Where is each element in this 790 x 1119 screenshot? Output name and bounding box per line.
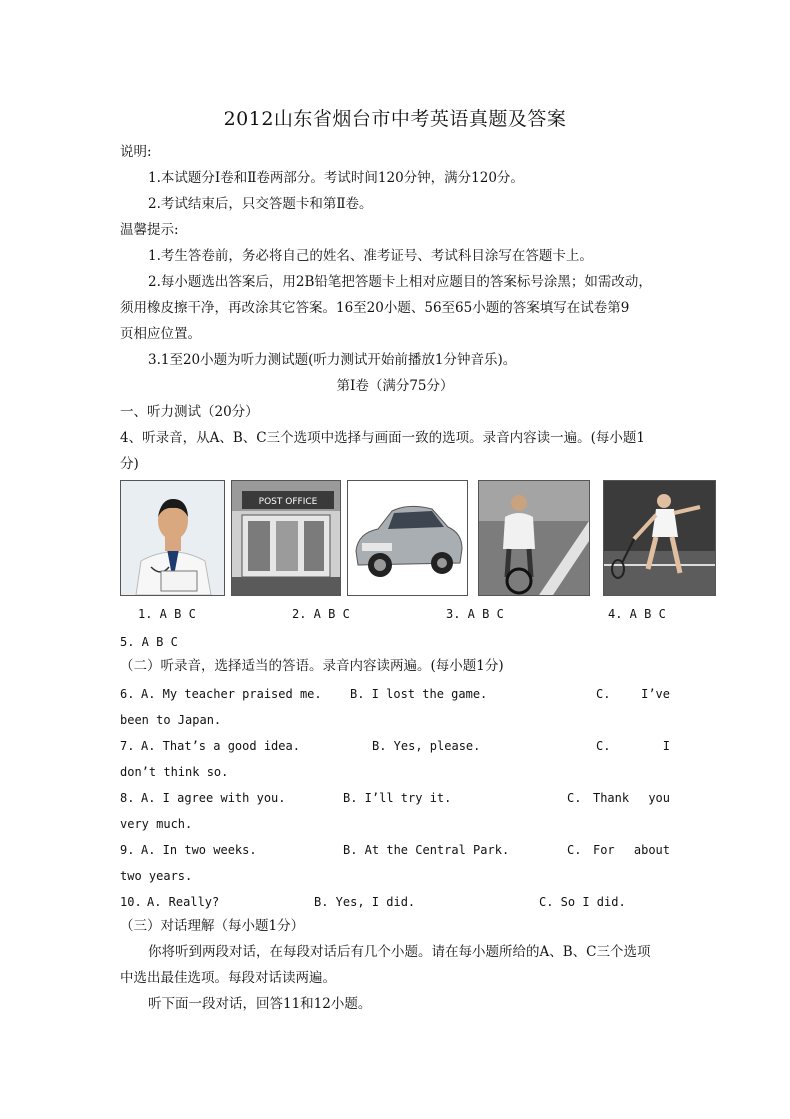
cyclist-photo (478, 480, 590, 596)
q7-option-b: B. Yes, please. (372, 739, 481, 753)
explain-heading: 说明: (120, 144, 152, 160)
q9-option-c-cont: two years. (120, 869, 193, 883)
q9-option-c-start: For about (592, 843, 670, 857)
tips-heading: 温馨提示: (120, 222, 179, 238)
q8-option-b: B. I’ll try it. (343, 791, 452, 805)
question-5-options: 5. A B C (120, 635, 178, 649)
picture-2-options: 2. A B C (292, 607, 350, 621)
part1-instruction-line-1: 4、听录音，从A、B、C三个选项中选择与画面一致的选项。录音内容读一遍。(每小题1 (120, 430, 645, 446)
part1-instruction-line-2: 分) (120, 456, 139, 472)
q6-option-c-label: C. (596, 687, 611, 701)
page-title: 2012山东省烟台市中考英语真题及答案 (223, 108, 567, 130)
part2-heading: （二）听录音，选择适当的答语。录音内容读两遍。(每小题1分) (120, 658, 504, 674)
q8-option-a: A. I agree with you. (141, 791, 286, 805)
q10-option-b: B. Yes, I did. (314, 895, 416, 909)
q7-number: 7. (120, 739, 135, 753)
q8-option-c-label: C. (567, 791, 582, 805)
tips-line-5: 3.1至20小题为听力测试题(听力测试开始前播放1分钟音乐)。 (148, 352, 517, 368)
q6-number: 6. (120, 687, 135, 701)
picture-3-options: 3. A B C (446, 607, 504, 621)
picture-4-options: 4. A B C (608, 607, 666, 621)
section-title: 第Ⅰ卷（满分75分） (336, 378, 454, 394)
q6-option-c-start: I’ve (641, 687, 670, 701)
q9-option-c-label: C. (567, 843, 582, 857)
part1-heading: 一、听力测试（20分） (120, 404, 259, 420)
q9-number: 9. (120, 843, 135, 857)
tennis-player-photo (603, 480, 716, 596)
q7-option-c-label: C. (596, 739, 611, 753)
tips-line-1: 1.考生答卷前，务必将自己的姓名、准考证号、考试科目涂写在答题卡上。 (148, 248, 593, 264)
part3-line-1: 你将听到两段对话，在每段对话后有几个小题。请在每小题所给的A、B、C三个选项 (148, 944, 651, 960)
q8-number: 8. (120, 791, 135, 805)
q7-option-c-cont: don’t think so. (120, 765, 229, 779)
picture-1-options: 1. A B C (138, 607, 196, 621)
post-office-sign: POST OFFICE (258, 497, 318, 507)
q7-option-c-start: I (662, 739, 670, 753)
q10-number: 10. (120, 895, 142, 909)
q10-option-a: A. Really? (147, 895, 220, 909)
part3-line-2: 中选出最佳选项。每段对话读两遍。 (120, 970, 336, 986)
tips-line-2: 2.每小题选出答案后，用2B铅笔把答题卡上相对应题目的答案标号涂黑；如需改动， (148, 274, 652, 290)
q6-option-b: B. I lost the game. (350, 687, 488, 701)
q10-option-c: C. So I did. (539, 895, 626, 909)
car-photo (347, 480, 468, 596)
q9-option-a: A. In two weeks. (141, 843, 257, 857)
explain-line-1: 1.本试题分Ⅰ卷和Ⅱ卷两部分。考试时间120分钟，满分120分。 (148, 170, 524, 186)
tips-line-3: 须用橡皮擦干净，再改涂其它答案。16至20小题、56至65小题的答案填写在试卷第9 (120, 300, 630, 316)
q6-option-c-cont: been to Japan. (120, 713, 222, 727)
part3-line-3: 听下面一段对话，回答11和12小题。 (148, 996, 372, 1012)
q8-option-c-start: Thank you (592, 791, 670, 805)
tips-line-4: 页相应位置。 (120, 326, 201, 342)
q6-option-a: A. My teacher praised me. (141, 687, 322, 701)
q7-option-a: A. That’s a good idea. (141, 739, 300, 753)
q8-option-c-cont: very much. (120, 817, 193, 831)
explain-line-2: 2.考试结束后，只交答题卡和第Ⅱ卷。 (148, 196, 373, 212)
doctor-photo (120, 480, 225, 596)
post-office-photo (231, 480, 341, 596)
q9-option-b: B. At the Central Park. (343, 843, 510, 857)
part3-heading: （三）对话理解（每小题1分） (120, 918, 305, 934)
